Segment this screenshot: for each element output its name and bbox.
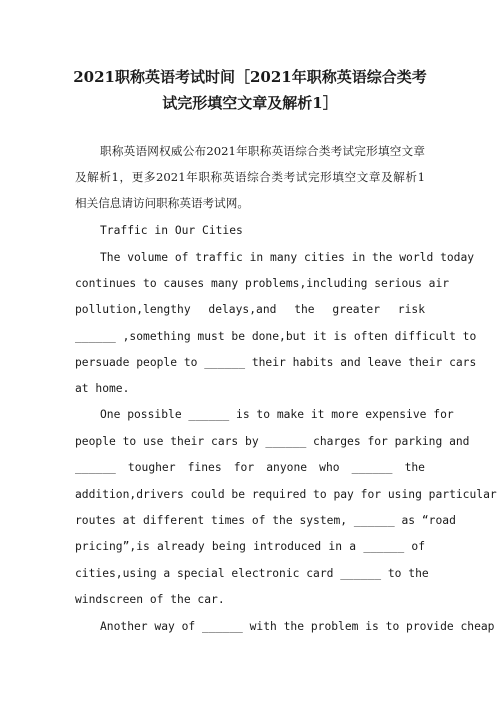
para2-line-3: ______ tougher fines for anyone who ______ the bbox=[75, 461, 425, 474]
para2-line-8: windscreen of the car. bbox=[75, 593, 225, 606]
document-title-line-1: 2021职称英语考试时间［2021年职称英语综合类考 bbox=[73, 68, 427, 86]
para1-line-6: at home. bbox=[75, 382, 130, 395]
para2-line-6: pricing”,is already being introduced in a ______ of bbox=[75, 540, 425, 553]
para1-line-5: persuade people to ______ their habits and leave their cars bbox=[75, 356, 477, 369]
document-title-line-2: 试完形填空文章及解析1］ bbox=[162, 94, 338, 112]
para2-line-5: routes at different times of the system, ______ as “road bbox=[75, 514, 456, 527]
para1-line-4: ______ ,something must be done,but it is often difficult to bbox=[75, 330, 477, 343]
para2-line-4: addition,drivers could be required to pay for using particular bbox=[75, 488, 497, 501]
intro-line-1: 职称英语网权威公布2021年职称英语综合类考试完形填空文章 bbox=[100, 144, 425, 158]
para2-line-7: cities,using a special electronic card ______ to the bbox=[75, 567, 429, 580]
para3-line-1: Another way of ______ with the problem is to provide cheap bbox=[100, 620, 495, 633]
para2-line-2: people to use their cars by ______ charges for parking and bbox=[75, 435, 470, 448]
para1-line-3: pollution,lengthy delays,and the greater risk bbox=[75, 303, 425, 316]
intro-line-2: 及解析1，更多2021年职称英语综合类考试完形填空文章及解析1 bbox=[75, 170, 425, 184]
para1-line-1: The volume of traffic in many cities in the world today bbox=[100, 251, 475, 264]
para1-line-2: continues to causes many problems,including serious air bbox=[75, 277, 450, 290]
para2-line-1: One possible ______ is to make it more expensive for bbox=[100, 408, 454, 421]
article-title: Traffic in Our Cities bbox=[100, 224, 243, 237]
intro-line-3: 相关信息请访问职称英语考试网。 bbox=[75, 196, 249, 210]
